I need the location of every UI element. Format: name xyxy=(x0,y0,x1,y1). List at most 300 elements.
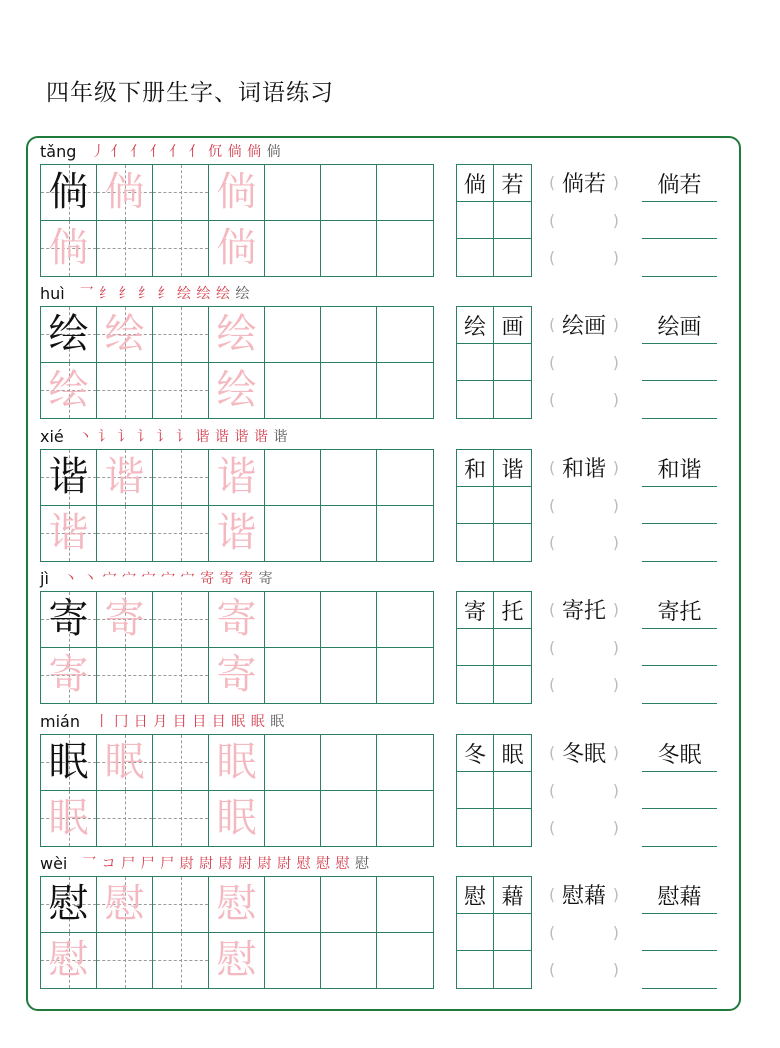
writing-cell[interactable] xyxy=(97,791,153,847)
underline-word: 倘若 xyxy=(657,172,702,198)
writing-cell[interactable] xyxy=(153,592,209,648)
trace-char: 眠 xyxy=(104,739,145,786)
bracket-left: ( xyxy=(549,743,556,763)
bracket-row xyxy=(549,306,619,344)
underline-practice xyxy=(642,591,717,704)
bracket-row xyxy=(549,734,619,772)
stroke-step: 绘 xyxy=(215,286,230,302)
bracket-row[interactable] xyxy=(549,914,619,952)
stroke-step: 亻 xyxy=(188,144,203,160)
underline-row xyxy=(642,449,717,487)
stroke-step: 尉 xyxy=(257,856,272,872)
bracket-right: ) xyxy=(612,780,619,800)
bracket-row[interactable] xyxy=(549,809,619,847)
bracket-left: ( xyxy=(549,458,556,478)
writing-cell[interactable] xyxy=(41,877,97,933)
writing-cell[interactable] xyxy=(209,165,265,221)
writing-cell[interactable] xyxy=(41,165,97,221)
writing-cell[interactable] xyxy=(97,506,153,562)
trace-char: 眠 xyxy=(216,795,257,842)
bracket-left: ( xyxy=(549,173,556,193)
writing-cell[interactable] xyxy=(321,592,377,648)
writing-cell[interactable] xyxy=(265,363,321,419)
writing-cell[interactable] xyxy=(209,592,265,648)
stroke-step: 慰 xyxy=(316,856,331,872)
underline-row[interactable] xyxy=(642,914,717,952)
bracket-right: ) xyxy=(612,922,619,942)
word-writing-cell[interactable] xyxy=(457,487,494,524)
trace-char: 倘 xyxy=(104,169,145,216)
underline-row[interactable] xyxy=(642,666,717,704)
writing-cell[interactable] xyxy=(97,648,153,704)
writing-cell[interactable] xyxy=(209,648,265,704)
bracket-right: ) xyxy=(612,315,619,335)
bracket-left: ( xyxy=(549,315,556,335)
stroke-step: 慰 xyxy=(335,856,350,872)
stroke-step: 纟 xyxy=(157,286,172,302)
stroke-step: 寄 xyxy=(200,571,215,587)
writing-cell[interactable] xyxy=(97,735,153,791)
bracket-right: ) xyxy=(612,600,619,620)
bracket-right: ) xyxy=(612,818,619,838)
writing-cell[interactable] xyxy=(265,221,321,277)
word-cell: 绘 xyxy=(457,307,494,344)
writing-cell[interactable] xyxy=(265,307,321,363)
trace-char: 谐 xyxy=(216,510,257,557)
bracket-word: 绘画 xyxy=(561,314,606,340)
writing-cell[interactable] xyxy=(265,648,321,704)
stroke-step: 目 xyxy=(172,714,187,730)
model-char: 谐 xyxy=(48,454,89,501)
word-cell: 倘 xyxy=(457,165,494,202)
trace-char: 慰 xyxy=(216,881,257,928)
underline-row xyxy=(642,591,717,629)
word-cell: 画 xyxy=(494,307,531,344)
bracket-right: ) xyxy=(612,352,619,372)
stroke-step: 倘 xyxy=(247,144,262,160)
writing-cell[interactable] xyxy=(209,506,265,562)
stroke-step: 宀 xyxy=(180,571,195,587)
bracket-right: ) xyxy=(612,173,619,193)
stroke-step: 丶 xyxy=(63,571,78,587)
stroke-step: 尉 xyxy=(199,856,214,872)
underline-word: 和谐 xyxy=(657,457,702,483)
writing-cell[interactable] xyxy=(265,933,321,989)
model-char: 倘 xyxy=(48,169,89,216)
stroke-order-line xyxy=(40,710,287,732)
writing-cell[interactable] xyxy=(321,450,377,506)
word-grid xyxy=(456,306,532,419)
stroke-step: 目 xyxy=(192,714,207,730)
model-char: 绘 xyxy=(48,311,89,358)
tianzi-grid xyxy=(40,876,434,989)
underline-row xyxy=(642,306,717,344)
stroke-step: 谐 xyxy=(254,429,269,445)
word-grid xyxy=(456,591,532,704)
writing-cell[interactable] xyxy=(41,221,97,277)
stroke-step: 讠 xyxy=(176,429,191,445)
bracket-row[interactable] xyxy=(549,381,619,419)
underline-row[interactable] xyxy=(642,202,717,240)
underline-practice xyxy=(642,876,717,989)
pinyin-label: mián xyxy=(40,711,80,731)
writing-cell[interactable] xyxy=(321,877,377,933)
stroke-step: 绘 xyxy=(176,286,191,302)
writing-cell[interactable] xyxy=(209,791,265,847)
writing-cell[interactable] xyxy=(153,363,209,419)
bracket-right: ) xyxy=(612,458,619,478)
stroke-step: 尸 xyxy=(160,856,175,872)
stroke-step: 亻 xyxy=(149,144,164,160)
stroke-step: 慰 xyxy=(355,856,370,872)
writing-cell[interactable] xyxy=(265,735,321,791)
underline-row[interactable] xyxy=(642,809,717,847)
writing-cell[interactable] xyxy=(377,648,433,704)
writing-cell[interactable] xyxy=(321,221,377,277)
writing-cell[interactable] xyxy=(153,450,209,506)
stroke-step: 寄 xyxy=(258,571,273,587)
word-writing-cell[interactable] xyxy=(494,202,531,239)
bracket-right: ) xyxy=(612,960,619,980)
word-cell: 寄 xyxy=(457,592,494,629)
writing-cell[interactable] xyxy=(153,877,209,933)
stroke-step: 纟 xyxy=(118,286,133,302)
stroke-step: 亻 xyxy=(130,144,145,160)
writing-cell[interactable] xyxy=(377,877,433,933)
underline-practice xyxy=(642,734,717,847)
pinyin-label: xié xyxy=(40,426,64,446)
tianzi-grid xyxy=(40,734,434,847)
word-grid xyxy=(456,876,532,989)
trace-char: 谐 xyxy=(216,454,257,501)
writing-cell[interactable] xyxy=(153,735,209,791)
writing-cell[interactable] xyxy=(321,933,377,989)
writing-cell[interactable] xyxy=(321,735,377,791)
word-cell: 和 xyxy=(457,450,494,487)
trace-char: 慰 xyxy=(104,881,145,928)
bracket-left: ( xyxy=(549,922,556,942)
bracket-right: ) xyxy=(612,743,619,763)
writing-cell[interactable] xyxy=(97,933,153,989)
word-writing-cell[interactable] xyxy=(457,914,494,951)
trace-char: 寄 xyxy=(216,596,257,643)
writing-cell[interactable] xyxy=(153,506,209,562)
trace-char: 倘 xyxy=(48,225,89,272)
bracket-practice xyxy=(549,734,619,847)
writing-cell[interactable] xyxy=(377,735,433,791)
stroke-step: 宀 xyxy=(161,571,176,587)
bracket-row[interactable] xyxy=(549,202,619,240)
stroke-step: 月 xyxy=(153,714,168,730)
model-char: 寄 xyxy=(48,596,89,643)
writing-cell[interactable] xyxy=(153,307,209,363)
bracket-row[interactable] xyxy=(549,666,619,704)
trace-char: 寄 xyxy=(216,652,257,699)
word-writing-cell[interactable] xyxy=(457,809,494,846)
stroke-step: 倘 xyxy=(227,144,242,160)
trace-char: 寄 xyxy=(104,596,145,643)
word-grid xyxy=(456,164,532,277)
trace-char: 寄 xyxy=(48,652,89,699)
word-cell: 慰 xyxy=(457,877,494,914)
word-writing-cell[interactable] xyxy=(494,809,531,846)
word-writing-cell[interactable] xyxy=(494,239,531,276)
stroke-step: 乛 xyxy=(79,286,94,302)
writing-cell[interactable] xyxy=(321,363,377,419)
tianzi-grid xyxy=(40,306,434,419)
bracket-word: 慰藉 xyxy=(561,884,606,910)
stroke-step: 谐 xyxy=(273,429,288,445)
writing-cell[interactable] xyxy=(97,165,153,221)
bracket-left: ( xyxy=(549,960,556,980)
stroke-step: 绘 xyxy=(235,286,250,302)
pinyin-label: huì xyxy=(40,283,65,303)
writing-cell[interactable] xyxy=(41,506,97,562)
bracket-row[interactable] xyxy=(549,772,619,810)
stroke-step: 眠 xyxy=(270,714,285,730)
bracket-right: ) xyxy=(612,533,619,553)
writing-cell[interactable] xyxy=(377,221,433,277)
bracket-left: ( xyxy=(549,780,556,800)
stroke-step: 乛 xyxy=(82,856,97,872)
stroke-step: 谐 xyxy=(234,429,249,445)
stroke-step: 寄 xyxy=(239,571,254,587)
stroke-step: 尉 xyxy=(179,856,194,872)
writing-cell[interactable] xyxy=(265,877,321,933)
writing-cell[interactable] xyxy=(41,307,97,363)
writing-cell[interactable] xyxy=(321,648,377,704)
underline-word: 寄托 xyxy=(657,599,702,625)
bracket-practice xyxy=(549,164,619,277)
writing-cell[interactable] xyxy=(321,165,377,221)
pinyin-label: tǎng xyxy=(40,141,77,161)
stroke-step: 讠 xyxy=(98,429,113,445)
stroke-step: 宀 xyxy=(102,571,117,587)
underline-row[interactable] xyxy=(642,381,717,419)
bracket-left: ( xyxy=(549,533,556,553)
word-cell: 谐 xyxy=(494,450,531,487)
writing-cell[interactable] xyxy=(209,221,265,277)
bracket-practice xyxy=(549,306,619,419)
word-writing-cell[interactable] xyxy=(457,202,494,239)
stroke-step: 丶 xyxy=(83,571,98,587)
stroke-step: 亻 xyxy=(169,144,184,160)
word-writing-cell[interactable] xyxy=(494,914,531,951)
writing-cell[interactable] xyxy=(265,592,321,648)
stroke-step: 讠 xyxy=(156,429,171,445)
stroke-step: 眠 xyxy=(250,714,265,730)
char-block-1 xyxy=(0,140,780,282)
word-writing-cell[interactable] xyxy=(494,487,531,524)
model-char: 眠 xyxy=(48,739,89,786)
writing-cell[interactable] xyxy=(97,221,153,277)
underline-word: 慰藉 xyxy=(657,884,702,910)
stroke-step: 倘 xyxy=(266,144,281,160)
word-writing-cell[interactable] xyxy=(494,524,531,561)
underline-row[interactable] xyxy=(642,344,717,382)
writing-cell[interactable] xyxy=(377,506,433,562)
writing-cell[interactable] xyxy=(97,592,153,648)
bracket-word: 寄托 xyxy=(561,599,606,625)
model-char: 慰 xyxy=(48,881,89,928)
stroke-step: 讠 xyxy=(117,429,132,445)
stroke-step: 目 xyxy=(211,714,226,730)
stroke-step: 亻 xyxy=(110,144,125,160)
writing-cell[interactable] xyxy=(153,791,209,847)
writing-cell[interactable] xyxy=(377,791,433,847)
writing-cell[interactable] xyxy=(377,933,433,989)
writing-cell[interactable] xyxy=(265,506,321,562)
bracket-right: ) xyxy=(612,885,619,905)
bracket-row[interactable] xyxy=(549,239,619,277)
bracket-left: ( xyxy=(549,390,556,410)
writing-cell[interactable] xyxy=(321,791,377,847)
stroke-step: 眠 xyxy=(231,714,246,730)
word-writing-cell[interactable] xyxy=(494,666,531,703)
underline-row[interactable] xyxy=(642,487,717,525)
word-writing-cell[interactable] xyxy=(494,381,531,418)
bracket-left: ( xyxy=(549,210,556,230)
writing-cell[interactable] xyxy=(265,450,321,506)
underline-row[interactable] xyxy=(642,524,717,562)
writing-cell[interactable] xyxy=(209,933,265,989)
trace-char: 谐 xyxy=(48,510,89,557)
bracket-practice xyxy=(549,876,619,989)
stroke-step: 慰 xyxy=(296,856,311,872)
writing-cell[interactable] xyxy=(377,450,433,506)
word-writing-cell[interactable] xyxy=(457,239,494,276)
stroke-step: 寄 xyxy=(219,571,234,587)
stroke-step: 谐 xyxy=(195,429,210,445)
writing-cell[interactable] xyxy=(97,450,153,506)
writing-cell[interactable] xyxy=(41,933,97,989)
stroke-step: 尉 xyxy=(218,856,233,872)
stroke-step: 纟 xyxy=(98,286,113,302)
bracket-row[interactable] xyxy=(549,629,619,667)
word-writing-cell[interactable] xyxy=(494,772,531,809)
writing-cell[interactable] xyxy=(377,592,433,648)
bracket-row[interactable] xyxy=(549,344,619,382)
word-writing-cell[interactable] xyxy=(457,951,494,988)
trace-char: 慰 xyxy=(216,937,257,984)
word-cell: 眠 xyxy=(494,735,531,772)
underline-row xyxy=(642,734,717,772)
writing-cell[interactable] xyxy=(209,877,265,933)
writing-cell[interactable] xyxy=(377,165,433,221)
word-writing-cell[interactable] xyxy=(457,381,494,418)
word-writing-cell[interactable] xyxy=(494,344,531,381)
bracket-word: 倘若 xyxy=(561,172,606,198)
writing-cell[interactable] xyxy=(153,221,209,277)
bracket-left: ( xyxy=(549,600,556,620)
writing-cell[interactable] xyxy=(41,735,97,791)
trace-char: 眠 xyxy=(48,795,89,842)
tianzi-grid xyxy=(40,449,434,562)
word-cell: 冬 xyxy=(457,735,494,772)
char-block-3 xyxy=(0,425,780,567)
writing-cell[interactable] xyxy=(41,592,97,648)
writing-cell[interactable] xyxy=(321,506,377,562)
underline-row[interactable] xyxy=(642,239,717,277)
word-writing-cell[interactable] xyxy=(457,344,494,381)
char-block-6 xyxy=(0,852,780,994)
stroke-step: 尉 xyxy=(238,856,253,872)
writing-cell[interactable] xyxy=(97,363,153,419)
word-grid xyxy=(456,449,532,562)
underline-practice xyxy=(642,164,717,277)
stroke-order-line xyxy=(40,425,290,447)
underline-row[interactable] xyxy=(642,772,717,810)
bracket-practice xyxy=(549,591,619,704)
writing-cell[interactable] xyxy=(265,791,321,847)
stroke-step: 尉 xyxy=(277,856,292,872)
writing-cell[interactable] xyxy=(265,165,321,221)
writing-cell[interactable] xyxy=(377,363,433,419)
word-writing-cell[interactable] xyxy=(494,951,531,988)
writing-cell[interactable] xyxy=(153,933,209,989)
writing-cell[interactable] xyxy=(41,450,97,506)
bracket-right: ) xyxy=(612,495,619,515)
bracket-left: ( xyxy=(549,818,556,838)
pinyin-label: jì xyxy=(40,568,49,588)
writing-cell[interactable] xyxy=(209,363,265,419)
bracket-left: ( xyxy=(549,885,556,905)
stroke-order-line xyxy=(40,852,372,874)
stroke-order-line xyxy=(40,567,275,589)
writing-cell[interactable] xyxy=(209,307,265,363)
writing-cell[interactable] xyxy=(41,648,97,704)
bracket-left: ( xyxy=(549,352,556,372)
writing-cell[interactable] xyxy=(153,165,209,221)
bracket-row[interactable] xyxy=(549,951,619,989)
bracket-row[interactable] xyxy=(549,524,619,562)
writing-cell[interactable] xyxy=(377,307,433,363)
stroke-step: 丶 xyxy=(78,429,93,445)
writing-cell[interactable] xyxy=(209,735,265,791)
writing-cell[interactable] xyxy=(41,791,97,847)
trace-char: 倘 xyxy=(216,169,257,216)
word-writing-cell[interactable] xyxy=(494,629,531,666)
stroke-order-line xyxy=(40,140,283,162)
stroke-step: 纟 xyxy=(137,286,152,302)
word-writing-cell[interactable] xyxy=(457,666,494,703)
trace-char: 慰 xyxy=(48,937,89,984)
word-writing-cell[interactable] xyxy=(457,772,494,809)
stroke-step: 尸 xyxy=(140,856,155,872)
stroke-step: 日 xyxy=(133,714,148,730)
underline-practice xyxy=(642,449,717,562)
trace-char: 绘 xyxy=(104,311,145,358)
writing-cell[interactable] xyxy=(321,307,377,363)
writing-cell[interactable] xyxy=(97,877,153,933)
writing-cell[interactable] xyxy=(41,363,97,419)
word-writing-cell[interactable] xyxy=(457,524,494,561)
bracket-right: ) xyxy=(612,248,619,268)
bracket-row[interactable] xyxy=(549,487,619,525)
stroke-step: 谐 xyxy=(215,429,230,445)
underline-row[interactable] xyxy=(642,951,717,989)
writing-cell[interactable] xyxy=(209,450,265,506)
underline-word: 冬眠 xyxy=(657,742,702,768)
stroke-step: 讠 xyxy=(137,429,152,445)
trace-char: 谐 xyxy=(104,454,145,501)
underline-word: 绘画 xyxy=(657,314,702,340)
word-grid xyxy=(456,734,532,847)
writing-cell[interactable] xyxy=(97,307,153,363)
underline-row[interactable] xyxy=(642,629,717,667)
word-writing-cell[interactable] xyxy=(457,629,494,666)
writing-cell[interactable] xyxy=(153,648,209,704)
